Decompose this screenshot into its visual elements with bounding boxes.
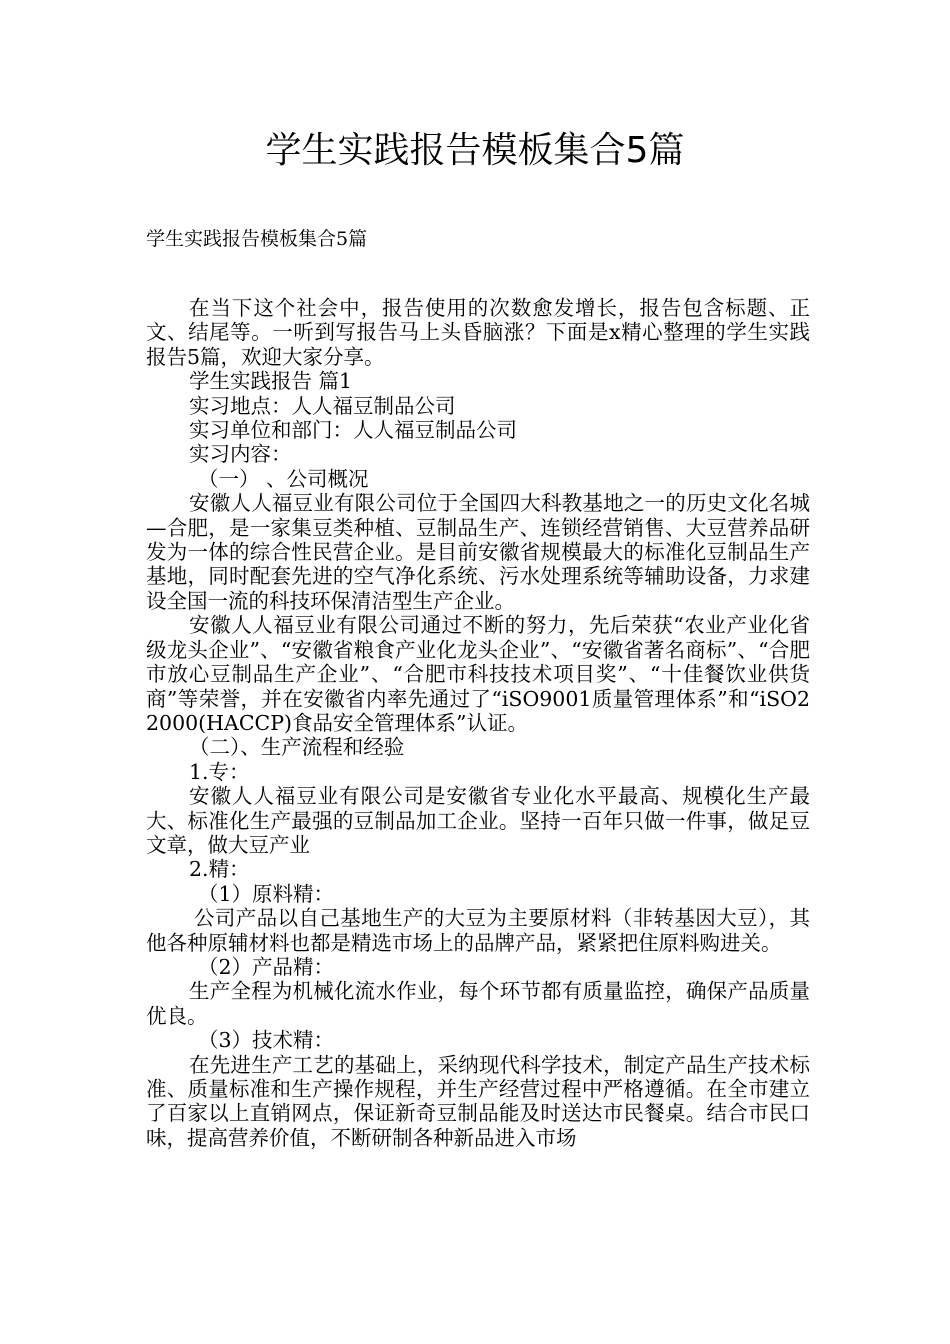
heading-technology: （3）技术精： xyxy=(198,1028,335,1053)
paragraph-company-honors: 安徽人人福豆业有限公司通过不断的努力，先后荣获“农业产业化省级龙头企业”、“安徽省粮食产业化龙头企业”、“安徽省著名商标”、“合肥市放心豆制品生产企业”、“合肥市科技技术项目奖”、“十佳餐饮业供货商”等荣誉，并在安徽省内率先通过了“iSO9001质量管理体系”和“iSO22000(HACCP)食品安全管理体系”认证。 xyxy=(146,613,810,735)
paragraph-technology: 在先进生产工艺的基础上，采纳现代科学技术，制定产品生产技术标准、质量标准和生产操作规程，并生产经营过程中严格遵循。在全市建立了百家以上直销网点，保证新奇豆制品能及时送达市民餐桌。结合市民口味，提高营养价值，不断研制各种新品进入市场 xyxy=(146,1052,810,1150)
paragraph-product: 生产全程为机械化流水作业，每个环节都有质量监控，确保产品质量优良。 xyxy=(146,979,810,1028)
internship-location: 实习地点：人人福豆制品公司 xyxy=(189,393,456,418)
paragraph-intro: 在当下这个社会中，报告使用的次数愈发增长，报告包含标题、正文、结尾等。一听到写报告马上头昏脑涨？下面是x精心整理的学生实践报告5篇，欢迎大家分享。 xyxy=(146,296,810,369)
heading-refined: 2.精： xyxy=(189,857,250,882)
heading-product: （2）产品精： xyxy=(198,954,335,979)
heading-company-overview: （一） 、公司概况 xyxy=(198,466,369,491)
document-body xyxy=(146,296,810,1150)
paragraph-raw-material: 公司产品以自己基地生产的大豆为主要原材料（非转基因大豆），其他各种原辅材料也都是精选市场上的品牌产品，紧紧把住原料购进关。 xyxy=(146,906,810,955)
internship-unit: 实习单位和部门：人人福豆制品公司 xyxy=(189,418,517,443)
document-title: 学生实践报告模板集合5篇 xyxy=(265,130,685,171)
internship-content-label: 实习内容： xyxy=(189,442,292,467)
paragraph-specialized: 安徽人人福豆业有限公司是安徽省专业化水平最高、规模化生产最大、标准化生产最强的豆制品加工企业。坚持一百年只做一件事，做足豆文章，做大豆产业 xyxy=(146,784,810,857)
paragraph-company-overview: 安徽人人福豆业有限公司位于全国四大科教基地之一的历史文化名城—合肥，是一家集豆类种植、豆制品生产、连锁经营销售、大豆营养品研发为一体的综合性民营企业。是目前安徽省规模最大的标准化豆制品生产基地，同时配套先进的空气净化系统、污水处理系统等辅助设备，力求建设全国一流的科技环保清洁型生产企业。 xyxy=(146,491,810,613)
heading-raw-material: （1）原料精： xyxy=(198,881,335,906)
document-subtitle: 学生实践报告模板集合5篇 xyxy=(146,228,368,250)
heading-specialized: 1.专： xyxy=(189,759,250,784)
section-heading-report-1: 学生实践报告 篇1 xyxy=(189,369,353,394)
heading-production-process: （二）、生产流程和经验 xyxy=(189,735,405,760)
